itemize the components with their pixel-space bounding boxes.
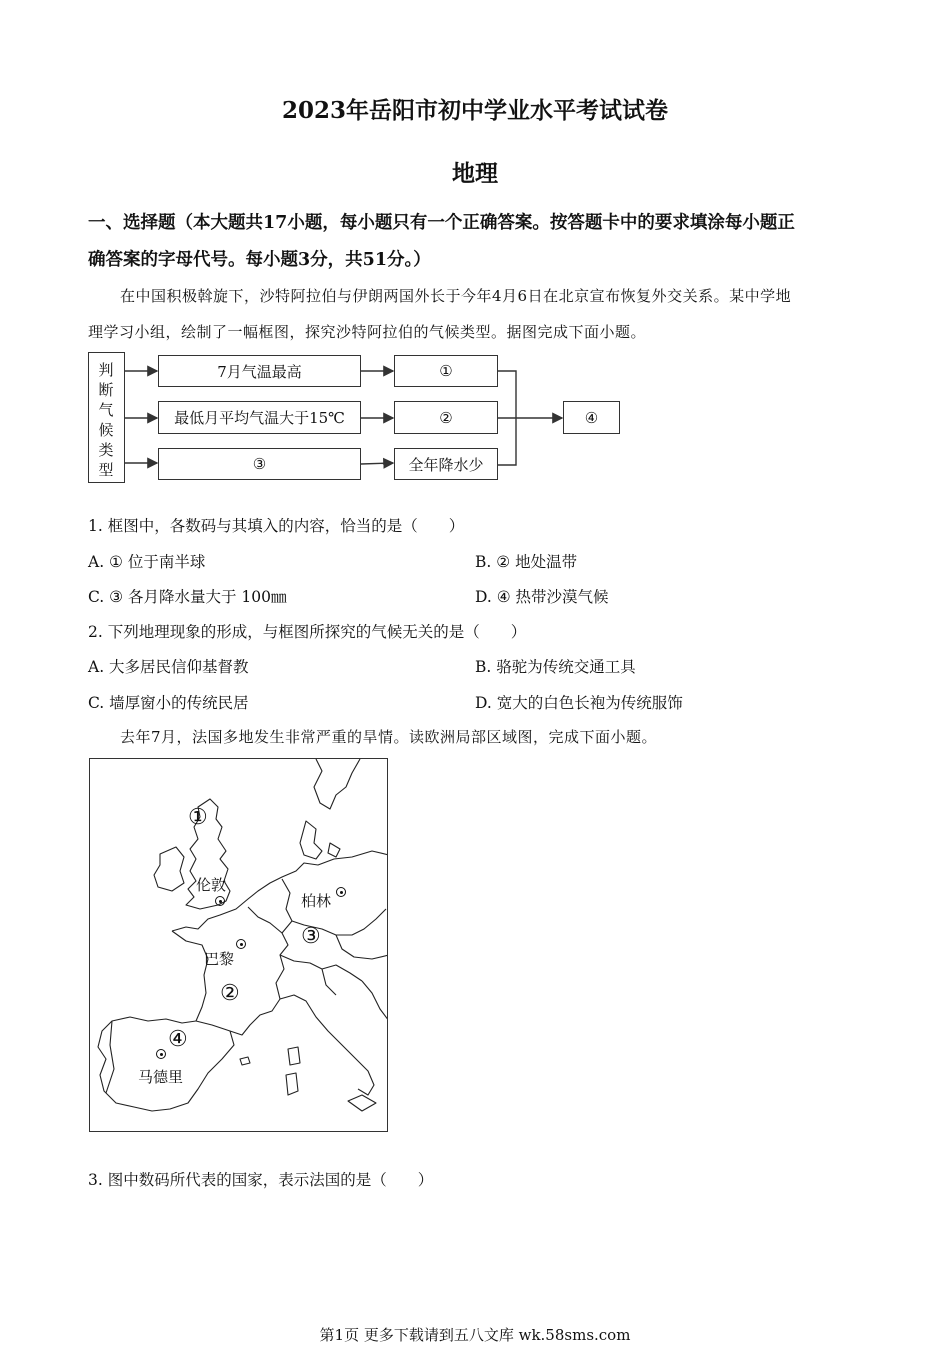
- section-heading-line1: 一、选择题（本大题共17小题，每小题只有一个正确答案。按答题卡中的要求填涂每小题正: [88, 213, 795, 233]
- q1-option-a[interactable]: A. ① 位于南半球: [88, 553, 206, 571]
- map-label-2: ②: [220, 981, 240, 1006]
- passage1-line2: 理学习小组，绘制了一幅框图，探究沙特阿拉伯的气候类型。据图完成下面小题。: [88, 323, 647, 341]
- q1-option-b[interactable]: B. ② 地处温带: [475, 553, 578, 571]
- london-marker-icon: [215, 896, 225, 906]
- subject-title: 地理: [452, 160, 498, 187]
- q2-option-a[interactable]: A. 大多居民信仰基督教: [88, 658, 249, 676]
- flow-row3-condition: ③: [158, 448, 361, 480]
- q1-option-d[interactable]: D. ④ 热带沙漠气候: [475, 588, 609, 606]
- flow-final-result: ④: [563, 401, 620, 434]
- passage2-line1: 去年7月，法国多地发生非常严重的旱情。读欧洲局部区域图，完成下面小题。: [120, 728, 658, 746]
- page-footer: 第1页 更多下载请到五八文库 wk.58sms.com: [319, 1326, 631, 1344]
- flow-row2-result: ②: [394, 401, 498, 434]
- side-char: 类: [98, 441, 114, 459]
- passage1-line1: 在中国积极斡旋下，沙特阿拉伯与伊朗两国外长于今年4月6日在北京宣布恢复外交关系。某中学地: [120, 287, 792, 305]
- map-label-4: ④: [168, 1027, 188, 1052]
- map-label-3: ③: [301, 924, 321, 949]
- side-char: 判: [98, 361, 114, 379]
- berlin-marker-icon: [336, 887, 346, 897]
- flow-row1-result: ①: [394, 355, 498, 387]
- side-char: 气: [98, 401, 114, 419]
- question-2-stem: 2. 下列地理现象的形成，与框图所探究的气候无关的是（ ）: [88, 623, 527, 641]
- side-char: 断: [98, 381, 114, 399]
- section-heading-line2: 确答案的字母代号。每小题3分，共51分。）: [88, 250, 431, 270]
- q2-option-c[interactable]: C. 墙厚窗小的传统民居: [88, 694, 249, 712]
- question-1-stem: 1. 框图中，各数码与其填入的内容，恰当的是（ ）: [88, 517, 465, 535]
- flow-row1-condition: 7月气温最高: [158, 355, 361, 387]
- flow-row3-result: 全年降水少: [394, 448, 498, 480]
- q2-option-b[interactable]: B. 骆驼为传统交通工具: [475, 658, 636, 676]
- map-city-berlin: 柏林: [301, 892, 332, 910]
- map-city-london: 伦敦: [196, 876, 227, 894]
- q1-option-c[interactable]: C. ③ 各月降水量大于 100㎜: [88, 588, 287, 606]
- europe-map: [89, 758, 388, 1132]
- map-label-1: ①: [188, 805, 208, 830]
- side-char: 候: [98, 421, 114, 439]
- question-3-stem: 3. 图中数码所代表的国家，表示法国的是（ ）: [88, 1171, 434, 1189]
- flow-row2-condition: 最低月平均气温大于15℃: [158, 401, 361, 434]
- q2-option-d[interactable]: D. 宽大的白色长袍为传统服饰: [475, 694, 683, 712]
- map-city-paris: 巴黎: [204, 950, 235, 968]
- map-city-madrid: 马德里: [138, 1068, 184, 1086]
- side-char: 型: [98, 461, 114, 479]
- exam-title: 2023年岳阳市初中学业水平考试试卷: [281, 97, 668, 124]
- paris-marker-icon: [236, 939, 246, 949]
- madrid-marker-icon: [156, 1049, 166, 1059]
